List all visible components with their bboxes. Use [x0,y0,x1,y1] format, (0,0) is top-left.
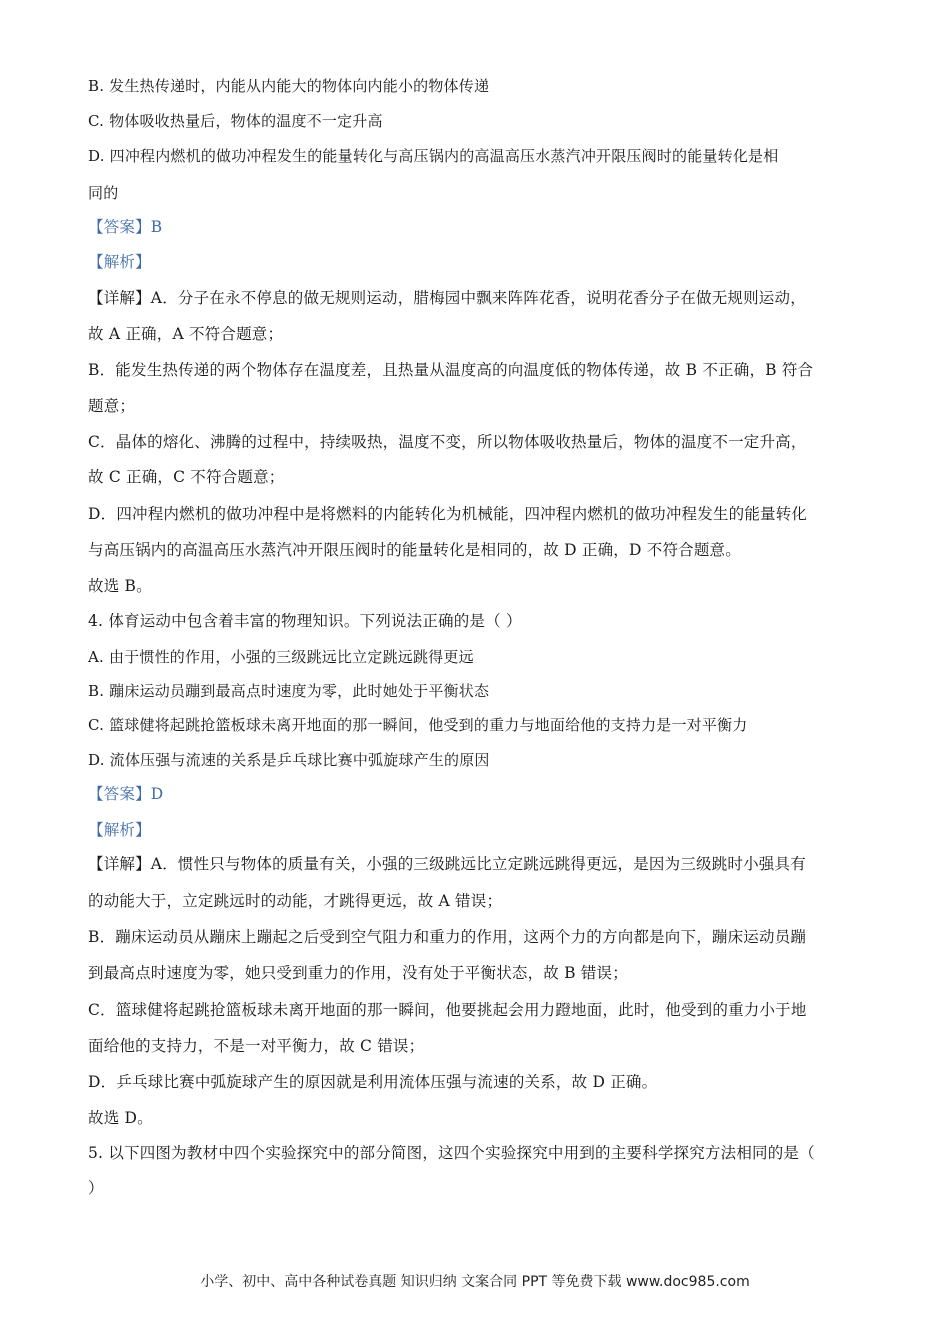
question-4-stem: 4. 体育运动中包含着丰富的物理知识。下列说法正确的是（ ） [88,612,522,630]
option-d-q3: D. 四冲程内燃机的做功冲程发生的能量转化与高压锅内的高温高压水蒸汽冲开限压阀时的能量转化是相 [88,147,779,165]
option-a-q4: A. 由于惯性的作用，小强的三级跳远比立定跳远跳得更远 [88,648,474,666]
explanation-line: 【详解】A．惯性只与物体的质量有关，小强的三级跳远比立定跳远跳得更远，是因为三级跳时小强具有 [88,855,806,873]
explanation-line: B．蹦床运动员从蹦床上蹦起之后受到空气阻力和重力的作用，这两个力的方向都是向下，蹦床运动员蹦 [88,928,807,946]
option-d-q3-cont: 同的 [88,184,119,202]
conclusion-line: 故选 D。 [88,1109,153,1127]
explanation-line: D．四冲程内燃机的做功冲程中是将燃料的内能转化为机械能，四冲程内燃机的做功冲程发生的能量转化 [88,505,808,523]
page-footer: 小学、初中、高中各种试卷真题 知识归纳 文案合同 PPT 等免费下载 www.doc985.com [200,1274,750,1290]
explanation-line: 题意； [88,397,136,415]
explanation-line: D．乒乓球比赛中弧旋球产生的原因就是利用流体压强与流速的关系，故 D 正确。 [88,1073,658,1091]
analysis-heading-q4: 【解析】 [88,821,151,839]
explanation-line: 【详解】A．分子在永不停息的做无规则运动，腊梅园中飘来阵阵花香，说明花香分子在做无规则运动， [88,289,806,307]
option-c-q3: C. 物体吸收热量后，物体的温度不一定升高 [88,112,383,130]
explanation-line: 故 A 正确，A 不符合题意； [88,325,284,343]
explanation-line: 面给他的支持力，不是一对平衡力，故 C 错误； [88,1037,425,1055]
conclusion-line: 故选 B。 [88,577,152,595]
explanation-line: B．能发生热传递的两个物体存在温度差，且热量从温度高的向温度低的物体传递，故 B 不正确，B 符合 [88,361,814,379]
option-d-q4: D. 流体压强与流速的关系是乒乓球比赛中弧旋球产生的原因 [88,751,490,769]
answer-heading-q4: 【答案】D [88,785,164,803]
explanation-line: 故 C 正确，C 不符合题意； [88,468,285,486]
question-5-stem: 5. 以下四图为教材中四个实验探究中的部分简图，这四个实验探究中用到的主要科学探究方法相同的是（ [88,1144,815,1162]
explanation-line: C．晶体的熔化、沸腾的过程中，持续吸热，温度不变，所以物体吸收热量后，物体的温度不一定升高， [88,433,807,451]
explanation-line: 到最高点时速度为零，她只受到重力的作用，没有处于平衡状态，故 B 错误； [88,964,628,982]
question-5-stem-cont: ） [88,1179,104,1197]
option-b-q3: B. 发生热传递时，内能从内能大的物体向内能小的物体传递 [88,77,490,95]
option-b-q4: B. 蹦床运动员蹦到最高点时速度为零，此时她处于平衡状态 [88,682,490,700]
explanation-line: 的动能大于，立定跳远时的动能，才跳得更远，故 A 错误； [88,892,503,910]
explanation-line: C．篮球健将起跳抢篮板球未离开地面的那一瞬间，他要挑起会用力蹬地面，此时，他受到的重力小于地 [88,1001,807,1019]
answer-heading-q3: 【答案】B [88,218,163,236]
option-c-q4: C. 篮球健将起跳抢篮板球未离开地面的那一瞬间，他受到的重力与地面给他的支持力是一对平衡力 [88,716,748,734]
analysis-heading-q3: 【解析】 [88,253,151,271]
explanation-line: 与高压锅内的高温高压水蒸汽冲开限压阀时的能量转化是相同的，故 D 正确，D 不符合题意。 [88,541,741,559]
